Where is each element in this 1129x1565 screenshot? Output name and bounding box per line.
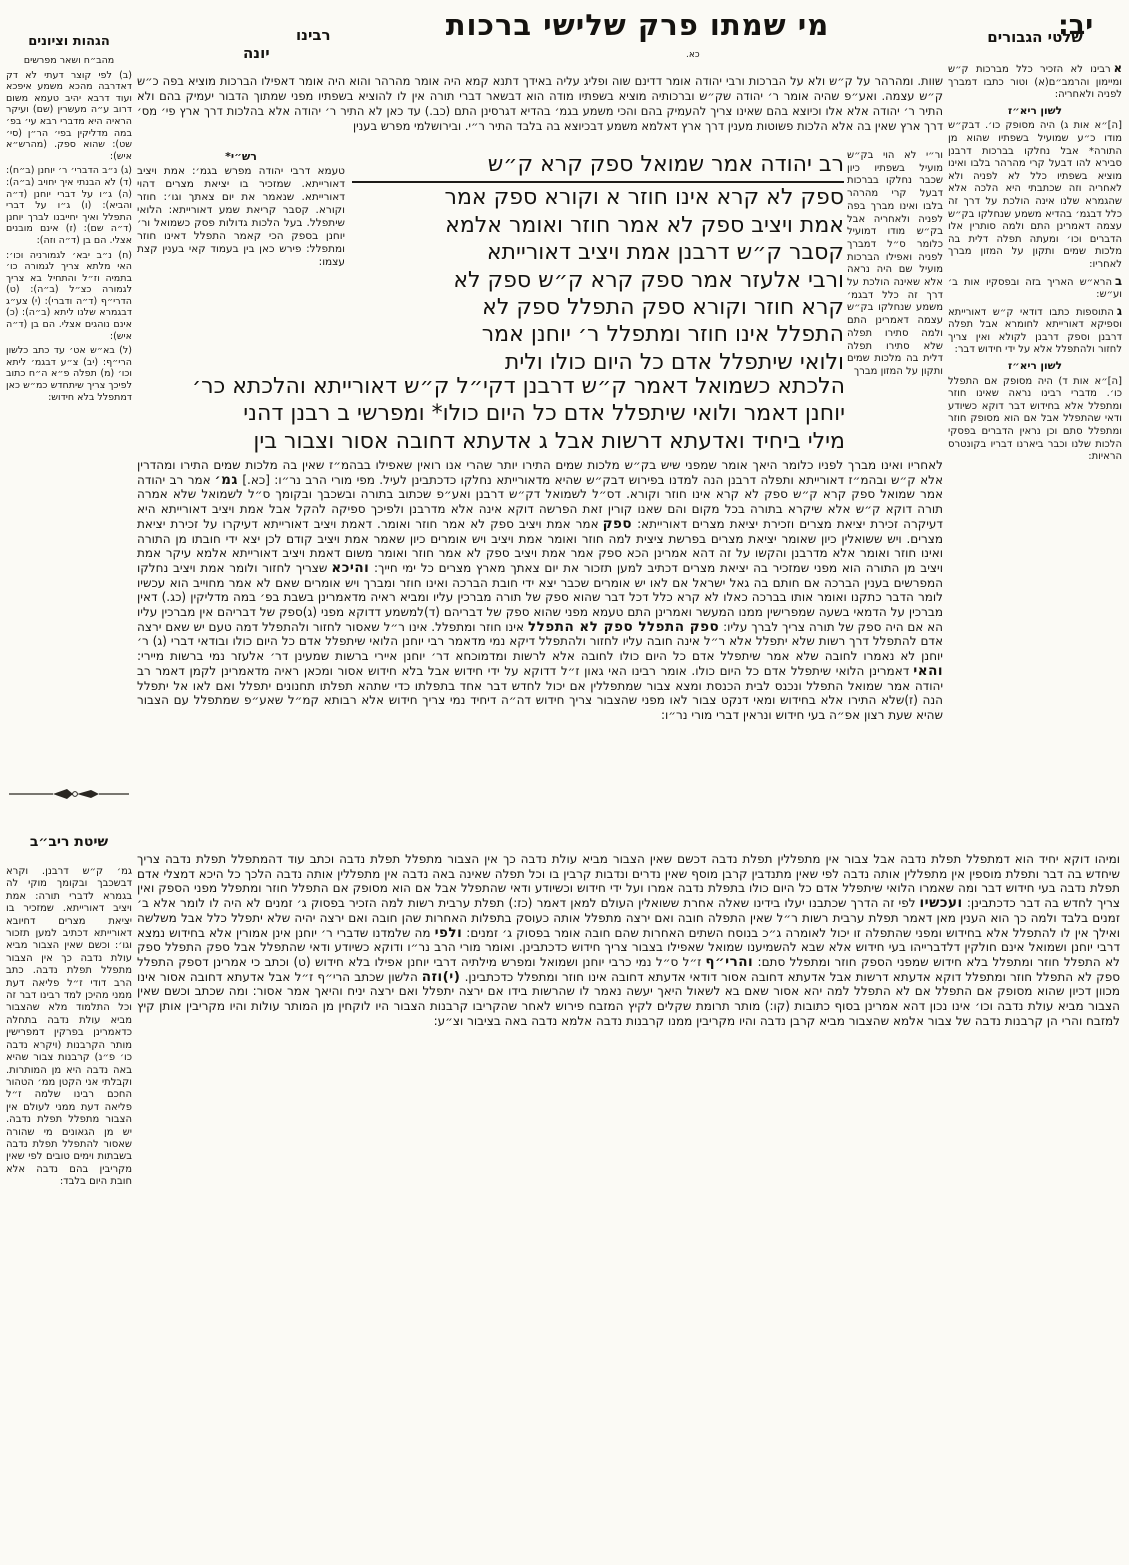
- left-margin-title: הגהות וציונים: [28, 34, 110, 49]
- rif-line: קרא חוזר וקורא ספק התפלל ספק לא: [482, 294, 844, 320]
- shiltei-riaz-text: [ה]״א אות ג) היה מסופק כו׳. דבק״ש מודו כ״ע שמועיל בשפתיו שהוא מן התורה* אבל נחלקו בברכות דרבנן סבירא להו דבעל קרי מהרהר בלבו ואינו מוציא בשפתיו כלל לא לפניה ולא לאחריה וזה שכתבתי היא הלכה אלא שהגמרא שלנו אינה הולכת על דרך זה כלל דבגמ׳ בהדיא משמע שנחלקו בק״ש עצמה דאמרינן התם ולמה סותרין אלו הדברים וכו׳ ומעתה תפלה דלית בה מלכות שמים ותקון על המזון מברך לאחריו:: [948, 120, 1122, 270]
- commentary-right-column: ור״י לא הוי בק״ש מועיל בשפתיו כיון שכבר נחלקו בברכות דבעל קרי מהרהר בלבו ואינו מברך בפה לפניה ולאחריה אבל בק״ש מודו דמועיל כלומר ס״ל דמברך לפניה ואפילו הברכות מועיל שם היה נראה אלא שאינה הולכת על דרך זה כלל דבגמ׳ משמע שנחלקו בק״ש עצמה דאמרינן התם ולמה סתירו תפלה שלא סתירו תפלה דלית בה מלכות שמים ותקון על המזון מברך: [847, 150, 943, 377]
- hagahot-entry: (ב) לפי קוצר דעתי לא דק דאדרבה מהכא משמע איפכא ועוד דרבא יהיב טעמא משום דרוב ע״ה מעשרין (שם) ועיקר הראיה היא מדברי רבא עי׳ בפ׳ במה מדליקין בפי׳ הר״ן (סי׳ שט): שהוא ספק. (מהרש״א איש):: [6, 69, 132, 162]
- lashon-riaz-label: לשון ריא״ז: [1008, 104, 1062, 117]
- catchword-veharif: והרי״ף: [705, 953, 754, 970]
- hagahot-entry: (ג) נ״ב הדברי׳ ר׳ יוחנן (ב״ח): (ד) לא הבנתי איך יחויב (ב״ה): (ה) ג״ו על דברי יוחנן (ד״ה והביא): (ו) ג״ו על דברי התפלל ואיך יחייבנו לברך יוחנן (ד״ה שם): (ז) אינם מובנים אצלי. הם בן (ד״ה וזה):: [6, 165, 132, 246]
- bavli-daf-reference: כא.: [686, 50, 700, 60]
- shitat-ribab-column: [6, 866, 132, 1558]
- catchword-veheicha: והיכא: [331, 559, 370, 576]
- shitat-ribab-title: שיטת ריב״ב: [29, 834, 109, 850]
- catchword-veachshav: ועכשיו: [919, 895, 963, 912]
- right-margin-title: שלטי הגבורים: [987, 28, 1083, 46]
- rif-line: רב יהודה אמר שמואל ספק קרא ק״ש: [352, 152, 844, 183]
- section-divider-ornament: [6, 786, 132, 806]
- shiltei-section-a: ארבינו לא הזכיר כלל מברכות ק״ש ומיימון והרמב״ם(א) וטור כתבו דמברך לפניה ולאחריה:: [948, 62, 1122, 101]
- rabbeinu-yonah-top-commentary: שוות. ומהרהר על ק״ש ולא על הברכות ורבי יהודה אומר דדינם שוה ופליג עליה באידך דתנא קמא היה אומר מהרהר והוא היה אומר דאפילו הברכות מוציא בפה כ״ש ק״ש עצמה. ואע״פ שהיה אומר ר׳ יהודה שק״ש וברכותיה מוציא בשפתיו מודה הוא דבשאר דברי תורה אין לו להוציא בשפתיו מפני שמתוך הדבור יעמיק בהם ולא התיר ר׳ יהודה אלא אלו וכיוצא בהם שאינו צריך להעמיק בהם והכי משמע בגמ׳ בהדיא דגרסינן התם (כב.) עד כאן לא התיר ר׳ יהודה אלא בהלכות דרך ארץ פי׳ מס׳ דרך ארץ שאין בה אלא הלכות פשוטות מענין דרך ארץ דאלמא משמע דבכיוצא בה בלבד התיר ר״י. ובירושלמי מפרש בענין: [137, 74, 943, 133]
- rif-line: ורבי אלעזר אמר ספק קרא ק״ש ספק לא: [453, 267, 844, 293]
- rif-text-block-wide: [137, 374, 845, 456]
- commentary-paragraph: לאחריו ואינו מברך לפניו כלומר היאך אומר שמפני שיש בק״ש מלכות שמים התירו יותר שהרי אנו רואין שאפילו בבהמ״ז שאין בה מלכות שמים התירו ומהדרין אלא ק״ש ובהמ״ז דאורייתא ותפלה דרבנן הנה למדנו בפירוש דבק״ש שהיא מדאורייתא נחלקו כדכתבינן לעיל. מפי מורי הרב נר״ו: [כא.] גמ׳אמר רב יהודה אמר שמואל ספק קרא ק״ש ספק לא קרא אינו חוזר וקורא. דס״ל לשמואל דק״ש דרבנן ואע״פ שכתוב בתורה ובשכבך ובקומך ס״ל לשמואל שלא אמרה תורה דוקא ק״ש אלא שיקרא בתורה בכל מקום והם שאנו קורין זאת הפרשה דוקא אינה אלא מדרבנן ולפיכך ספיקה להקל אבל אמת ויציב דאורייתא היא דעיקרה זכירת יציאת מצרים וזכירת יציאת מצרים דאורייתא: ספקאמר אמת ויציב ספק לא אמר חוזר ואומר. דאמת ויציב דאורייתא דעיקרו על זכירת יציאת מצרים. ויש ששואלין כיון שאומר יציאת מצרים בפרשת ציצית למה חוזר ואומר אמת ויציב ויש אומרים כיון שאמר אמת ויציב קודם לכן יצא ידי חובתו מן התורה ואינו חוזר ואומר אלא מדרבנן והקשו על זה דהא אמרינן הכא ספק אמר אמת ויציב ספק לא אמר חוזר ואומר משום דאמת ויציב דאורייתא אלמא עיקר אמת ויציב מן התורה הוא מפני שמזכיר בה יציאת מצרים דכתיב למען תזכור את יום צאתך מארץ מצרים כל ימי חייך: והיכאשצריך לחזור ולומר אמת ויציב נחלקו המפרשים בענין הברכה אם חותם בה גאל ישראל אם לאו יש אומרים שכבר יצא ידי חובת הברכה ואינו חוזר ומברך ויש אומרים שאם לא אמר מחוייב הוא עכשיו לומר הדבר כתקנו ואומר אותו בברכה כאלו לא קרא כלל דכל דבר שהוא ספק של תורה מברכין עליו ומביא ראיה מדאמרינן בשבת בפ׳ במה מדליקין (כג.) דאין מברכין על הדמאי בשעה שמפרישין ממנו המעשר ואמרינן התם טעמא מפני שהוא ספק של דבריהם (ד)למשמע דדוקא מפני (ג)ספק של דבריהם אין מברכין עליו הא אם היה ספק של תורה צריך לברך עליו: ספק התפלל ספק לא התפללאינו חוזר ומתפלל. אינו ר״ל שאסור לחזור ולהתפלל דמה טעם יש שאם ירצה אדם להתפלל דרך רשות שלא יתפלל אלא ר״ל אינה חובה עליו לחזור ולהתפלל דיקא נמי מדאמר רבי יוחנן הלואי שיתפלל אדם כל היום כולו ובודאי דברי (ג) ר׳ יוחנן לא נאמרו לחובה שלא אמר שיתפלל אדם כל היום כולו לחובה אלא לרשות ומדמוכחא דר׳ יוחנן איירי ברשות שמעינן דר׳ אלעזר נמי ברשות מיירי: והאידאמרינן הלואי שיתפלל אדם כל היום כולו. אומר רבינו האי גאון ז״ל דדוקא על ידי חידוש אבל בלא חידוש אסור ומכאן ראיה מדאמרינן לקמן דאמר רב יהודה אמר שמואל התפלל ונכנס לבית הכנסת ומצא צבור שמתפללין אם יכול לחדש דבר אחד בתפלתו כדי שתהא תפלתו תחנונים יתפלל ואם לאו אל יתפלל הנה (ז)שלא התירו אלא בחידוש ומאי דנקט צבור לאו מפני שהצבור צריך חידוש דה״ה דיחיד נמי צריך חידוש אלא רבותא קמ״ל שאע״פ שמתפלל עם הצבור שהיא שעת רצון אפ״ה בעי חידוש ונראין דברי מורי נר״ו:: [137, 458, 943, 722]
- hagahot-column: [6, 52, 132, 778]
- rabbeinu-yonah-body-lower: [137, 852, 1120, 1554]
- rif-line: הלכתא כשמואל דאמר ק״ש דרבנן דקי״ל ק״ש דאורייתא והלכתא כר׳: [192, 374, 845, 399]
- catchword-safek: ספק: [602, 515, 633, 532]
- catchword-safek-hitpallel: ספק התפלל ספק לא התפלל: [528, 618, 720, 635]
- commentator-name-rabbeinu: רבינו: [296, 26, 331, 44]
- rashi-column: [137, 150, 345, 370]
- rif-text-block: [352, 152, 844, 377]
- rashi-text: טעמא דרבי יהודה מפרש בגמ׳: אמת ויציב דאורייתא. שמזכיר בו יציאת מצרים דהוי דאורייתא. שנאמר את יום צאתך וגו׳: חוזר וקורא. קסבר קריאת שמע דאורייתא: הלואי שיתפלל. בעל הלכות גדולות פסק כשמואל ור׳ יוחנן בספק הכי קאמר התפלל דאינו חוזר ומתפלל: פירש כאן בין בעמוד קאי בענין קצת עצמו:: [137, 165, 345, 268]
- hagahot-entry: (ל) בא״ש אט׳ עד כתב כלשון הרי״ף: (יב) צ״ע דבגמ׳ ליתא וכו׳ (מ) תפלה פ״א ה״ח כתוב לפיכך צריך שיתחדש כמ״ש כאן דמתפלל בלא חידוש:: [6, 345, 132, 403]
- catchword-vehai: והאי: [913, 662, 943, 679]
- ornament-flourish: [9, 786, 129, 802]
- shitat-ribab-text: גמ׳ ק״ש דרבנן. וקרא דבשכבך ובקומך מוקי לה בגמרא לדברי תורה: אמת ויציב דאורייתא. שמזכיר בו יציאת מצרים דחיובא דאורייתא דכתיב למען תזכור וגו׳: וכשם שאין הצבור מביא עולת נדבה כך אין הצבור מתפלל תפלת נדבה. כתב הרב דודי ז״ל פליאה דעת ממני מהיכן למד רבינו דבר זה וכל התלמוד מלא שהצבור מביא עולת נדבה בתחלה כדאמרינן בפרקין דמפרישין מותר הקרבנות (ויקרא נדבה כו׳ פ״נ) קרבנות צבור שהיא באה נדבה היא מן המותרות. וקבלתי אני הקטן ממ׳ הטהור החכם רבינו שלמה ז״ל פליאה דעת ממני לעולם אין הצבור מתפלל תפלת נדבה. יש מן הגאונים מי שהורה שאסור להתפלל תפלת נדבה בשבתות וימים טובים לפי שאין מקריבין בהם נדבה אלא חובת היום בלבד:: [6, 866, 132, 1188]
- section-letter: ב: [1114, 273, 1122, 288]
- rif-line: התפלל אינו חוזר ומתפלל ר׳ יוחנן אמר: [481, 322, 844, 348]
- rif-line: ולואי שיתפלל אדם כל היום כולו ולית: [504, 349, 844, 375]
- section-letter: ג: [1116, 303, 1122, 318]
- commentary-paragraph: ומיהו דוקא יחיד הוא דמתפלל תפלת נדבה אבל צבור אין מתפללין תפלת נדבה דכשם שאין הצבור מביא עולת נדבה כך אין הצבור מתפלל תפלת נדבה וכתב עוד דהמתפלל תפלת נדבה צריך שיחדש בה דבר ותפלת מוספין אין מתפללין אותה נדבה לפי שאין מתנדבין קרבן מוסף שאין נדרים ונדבות קרבין בו וכל תפלה שאינה באה נדבה אין מתפללין אותה נדבה הלכך כל היכא דמצלי אדם תפלת נדבה בעי חידוש דבר ומה שאמרו הלואי שיתפלל אדם כל היום כולו בתפלת נדבה אמרו ועל ידי חידוש וכשיודע ודאי שהתפלל אבל אם הוא מסופק אם התפלל חוזר ומתפלל מפני הספק ואין צריך לחדש בה דבר כדכתבינן: ועכשיולפי זה הדרך שכתבנו יעלו בידינו שאלה אחרת ששואלין העולם למאן דאמר (כז:) תפלת ערבית רשות למה הזכיר בפסוק ג׳ זמנים לא היה לו לומר אלא ב׳ זמנים בלבד ולמה כך הוא הענין מאן דאמר תפלת ערבית רשות ר״ל שאין התפלה חובה ואם ירצה מתפלל אותה כעוסק בתפלות האחרות שהן חובה ואם ירצה יהיה שלא יתפלל כלל אבל משלשה ואילך אין לו להתפלל אלא בחידוש ומפני שהתפלה זו יכול לאומרה ג״כ בנוסח השתים האחרות שהם חובה אומר בפסוק ג׳ זמנים: ולפימה שלמדנו שדברי ר׳ יוחנן אינן אמורין אלא בחידוש נמצא דרבי יוחנן ושמואל אינם חולקין דלדברייהו בעי חידוש אלא שבא להשמיענו שמואל שאפילו בצבור צריך חידוש כדכתבינן. ואומר מורי הרב נר״ו ודוקא כשיודע ודאי שהתפלל אבל ספק התפלל ספק לא התפלל חוזר ומתפלל בלא חידוש שמפני הספק חוזר ומתפלל סתם: והרי״ףז״ל ס״ל נמי כרבי יוחנן ושמואל ומפרש מילתיה דרבי יוחנן אפילו בלא חידוש (ט) וכתב כי אמרינן דספק התפלל ספק לא התפלל חוזר ומתפלל דוקא אדעתא דרשות אבל אדעתא דחובה אסור דודאי אדעתא דחובה אינו חוזר ומתפלל כדכתבינן. (י)וזההלשון שכתב הרי״ף ז״ל אבל אדעתא דחובה אסור אינו מכוון דכיון שהוא מסופק אם התפלל אם לא התפלל למה יהא אסור שאם בא לשאול היאך יעשה נאמר לו שהרשות בידו אם ירצה יתפלל ואם ירצה יניח והיאך אמר אסור: ומה שכתב וכשם שאין הצבור מביא עולת נדבה וכו׳ אינו נכון דהא אמרינן בסוף כתובות (קו:) מותר תרומת שקלים לקיץ המזבח פירוש לאחר שהקריבו קרבנות הצבור היו לוקחין מן המותר עולות והיו מקריבין אותן קיץ למזבח והרי הן קרבנות נדבה של צבור אלמא שהצבור מביא קרבן נדבה והיו מקריבין ממנו קרבנות נדבה אלמא נדבה באה בציבור וצ״ע:: [137, 852, 1120, 1028]
- commentator-name-yonah: יונה: [243, 44, 270, 62]
- page-title: מי שמתו פרק שלישי ברכות: [445, 8, 830, 42]
- hagahot-subtitle: מהב״ח ושאר מפרשים: [23, 55, 115, 66]
- rif-line: קסבר ק״ש דרבנן אמת ויציב דאורייתא: [486, 240, 844, 266]
- daf-number: יב:: [1058, 10, 1094, 41]
- rif-line: יוחנן דאמר ולואי שיתפלל אדם כל היום כולו* ומפרשי ב רבנן דהני: [243, 401, 845, 427]
- shiltei-section-b: בהרא״ש האריך בזה ובפסקיו אות ב׳ וע״ש:: [948, 273, 1122, 301]
- section-letter: א: [1113, 62, 1122, 75]
- shiltei-section-g: גהתוספות כתבו דודאי ק״ש דאורייתא וספיקא דאורייתא לחומרא אבל תפלה דרבנן וספק דרבנן לקולא ואין צריך לחזור ולהתפלל אלא על ידי חידוש דבר:: [948, 303, 1122, 356]
- catchword-vezeh: (י)וזה: [421, 968, 461, 985]
- rabbeinu-yonah-body-upper: [137, 458, 943, 848]
- catchword-ulefi: ולפי: [434, 924, 463, 941]
- hagahot-entry: (ח) נ״ב יבא׳ לגמורניה וכו׳: האי מלתא צריך לגמורה כו׳ בתמיה וז״ל והתחיל בא צריך לגמורה כצ״ל (ב״ה): (ט) הדרי״ף (ד״ה ודברי): (י) צע״ג דבגמרא שלנו ליתא (ב״ה): (כ) אינם נוהגים אצלי. הם בן (ד״ה איש):: [6, 249, 132, 342]
- lashon-riaz-label: לשון ריא״ז: [1008, 360, 1062, 373]
- rif-line: אמת ויציב ספק לא אמר חוזר ואומר אלמא: [445, 212, 844, 238]
- rashi-label: רש״י*: [225, 150, 257, 163]
- shiltei-riaz-text-2: [ה]״א אות ד) היה מסופק אם התפלל כו׳. מדברי רבינו נראה שאינו חוזר ומתפלל אלא בחידוש דבר דוקא כשיודע ודאי שהתפלל אבל אם הוא מסופק חוזר ומתפלל סתם וכן נראין הדברים בפסקי הלכות שלנו וכבר ביארנו דבריו בקונטרס הראיות:: [948, 375, 1122, 463]
- rif-line: מילי ביחיד ואדעתא דרשות אבל ג אדעתא דחובה אסור וצבור בין: [253, 428, 845, 454]
- shiltei-hagiborim-column: [948, 62, 1122, 848]
- catchword-gemara: גמ׳: [214, 471, 238, 488]
- rif-line: ספק לא קרא אינו חוזר א וקורא ספק אמר: [444, 185, 844, 211]
